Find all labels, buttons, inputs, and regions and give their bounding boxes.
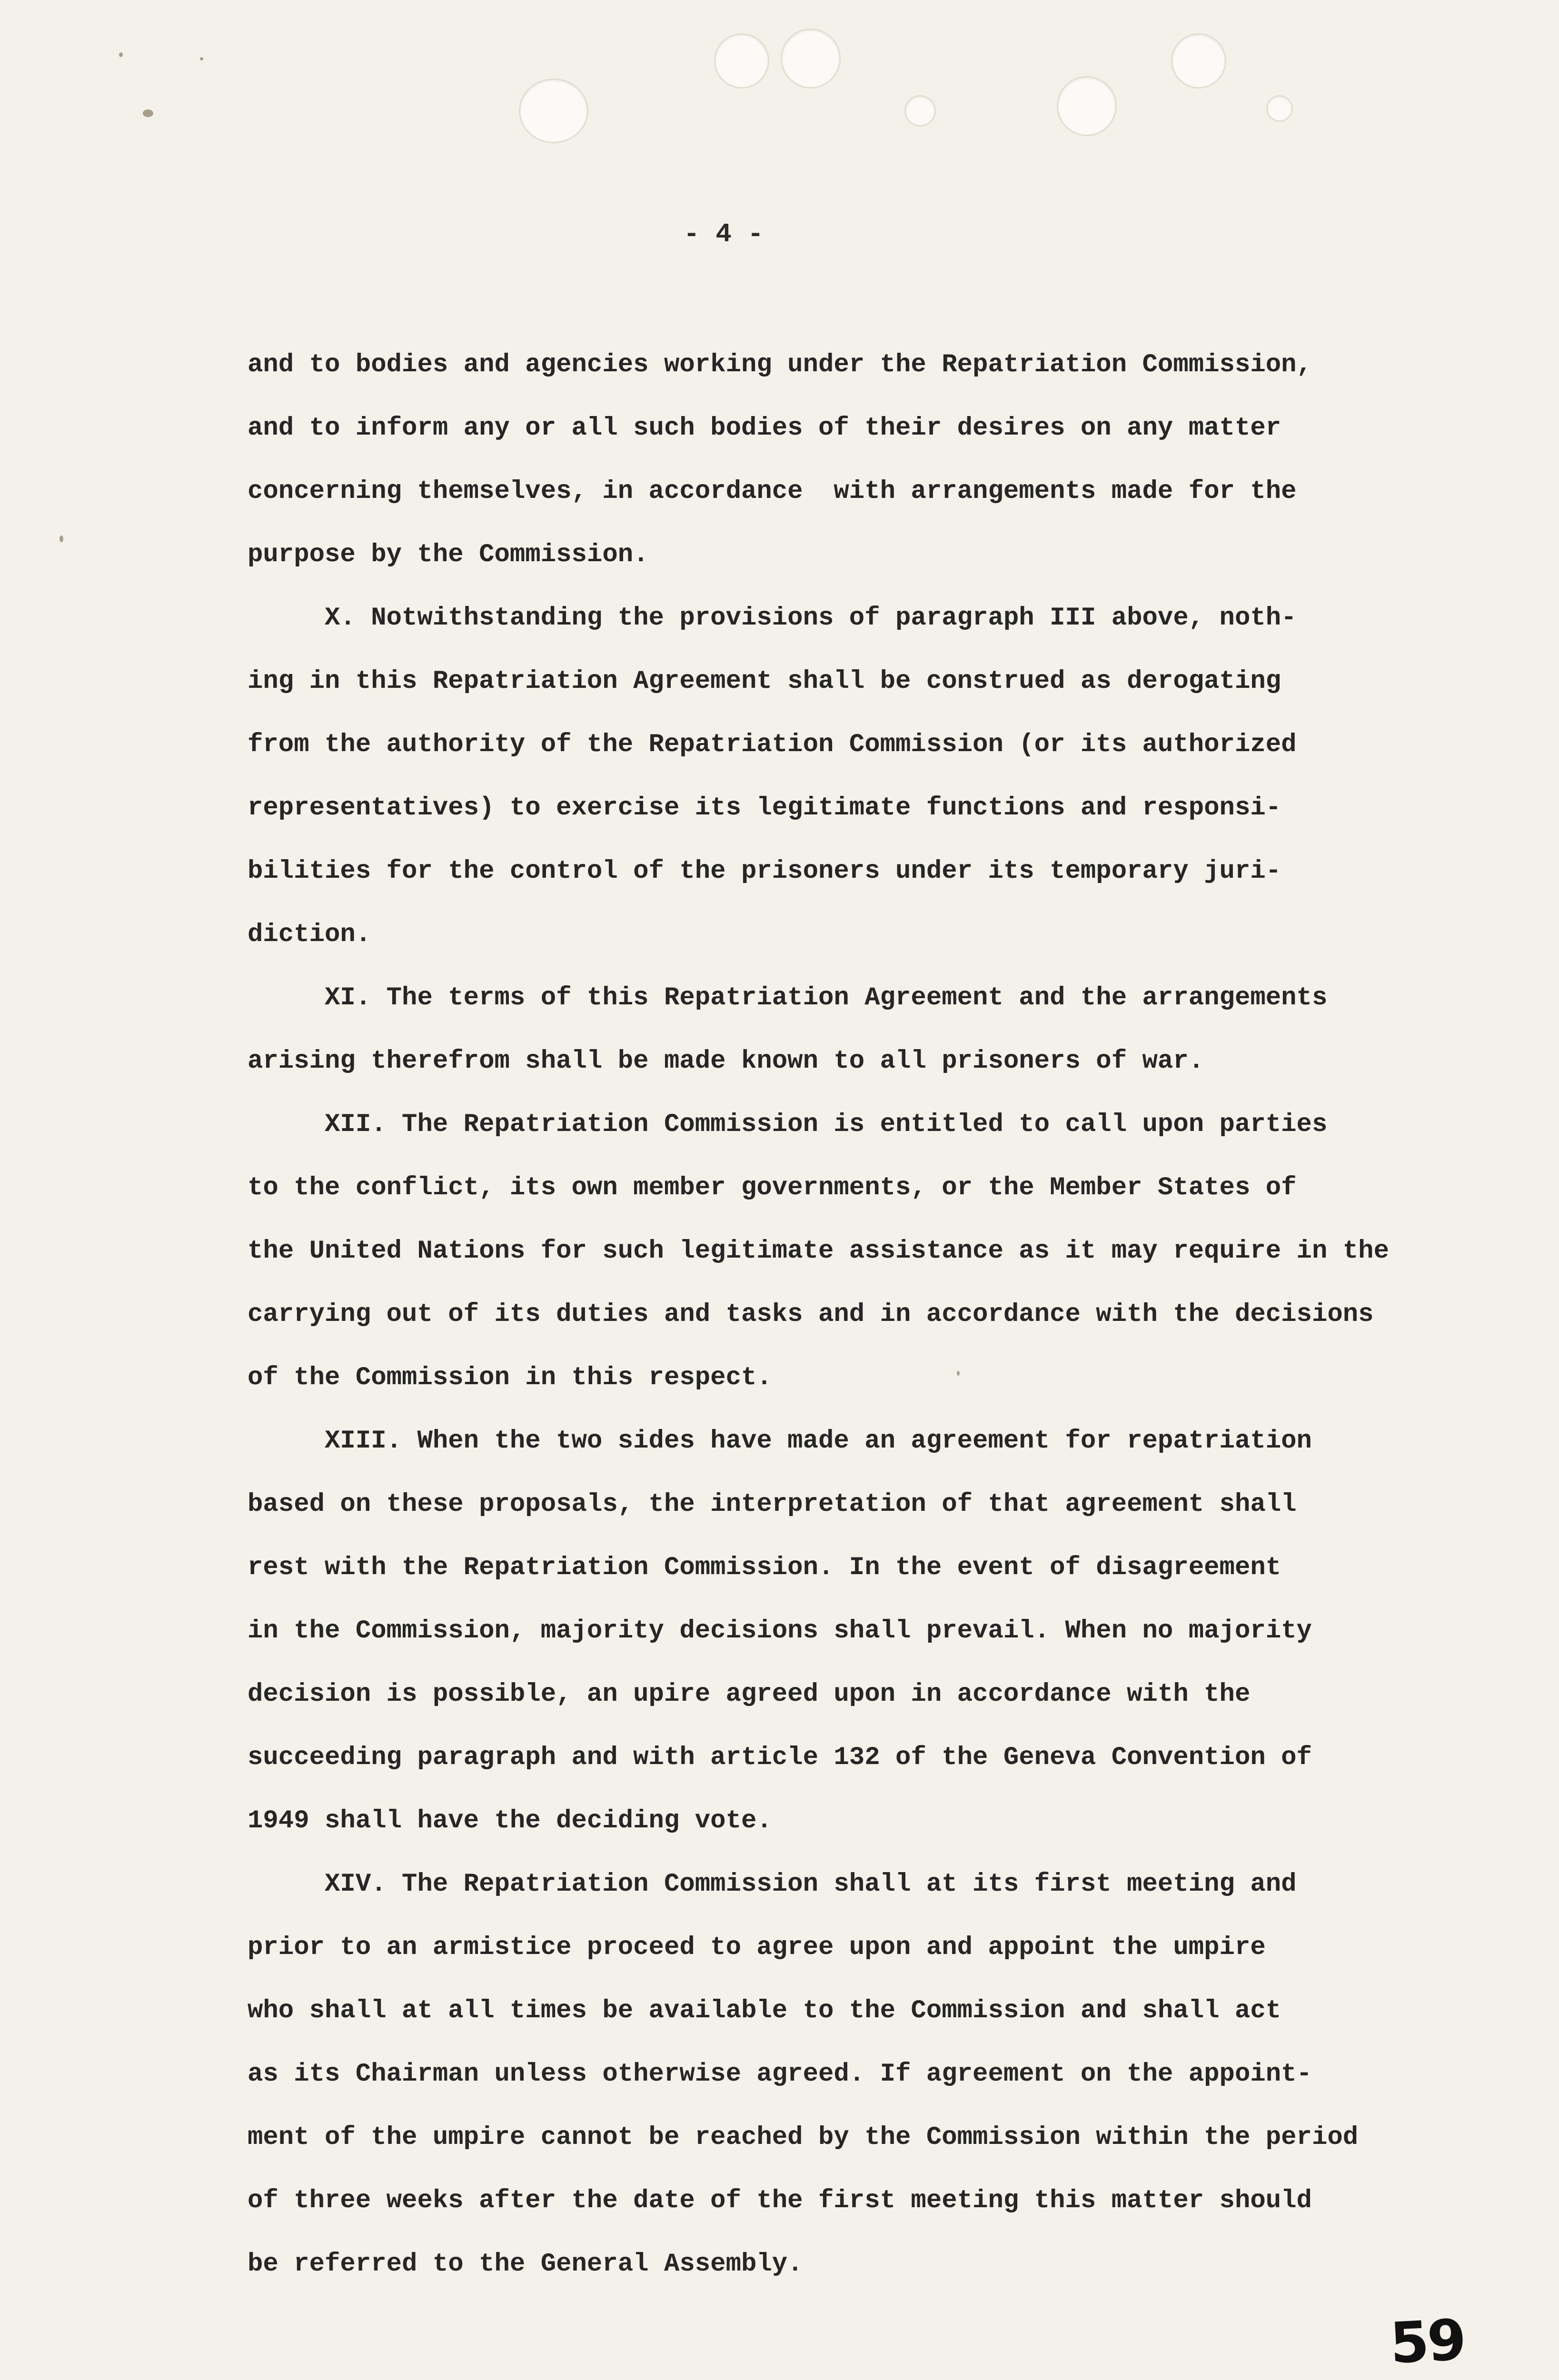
paragraph-xiii-line: XIII. When the two sides have made an agreement for repatriation bbox=[248, 1427, 1312, 1456]
text-line: purpose by the Commission. bbox=[248, 540, 649, 569]
scan-speck bbox=[143, 109, 153, 117]
handwritten-folio-number: 59 bbox=[1388, 2307, 1466, 2376]
text-line: of three weeks after the date of the first meeting this matter should bbox=[248, 2186, 1312, 2215]
text-line: bilities for the control of the prisoners under its temporary juri- bbox=[248, 857, 1281, 886]
punch-hole bbox=[1266, 95, 1293, 122]
text-line: prior to an armistice proceed to agree upon and appoint the umpire bbox=[248, 1933, 1266, 1962]
document-body bbox=[248, 333, 1428, 2296]
text-line: be referred to the General Assembly. bbox=[248, 2250, 803, 2279]
text-line: in the Commission, majority decisions shall prevail. When no majority bbox=[248, 1616, 1312, 1646]
text-line: decision is possible, an upire agreed upon in accordance with the bbox=[248, 1680, 1251, 1709]
text-line: from the authority of the Repatriation Commission (or its authorized bbox=[248, 730, 1297, 759]
page-number: - 4 - bbox=[683, 219, 764, 249]
text-line: and to bodies and agencies working under the Repatriation Commission, bbox=[248, 350, 1312, 379]
paragraph-xi-line: XI. The terms of this Repatriation Agreement and the arrangements bbox=[248, 983, 1328, 1012]
punch-hole bbox=[781, 29, 841, 89]
paragraph-xii-line: XII. The Repatriation Commission is entitled to call upon parties bbox=[248, 1110, 1328, 1139]
punch-hole bbox=[714, 33, 769, 89]
text-line: representatives) to exercise its legitimate functions and responsi- bbox=[248, 793, 1281, 823]
text-line: rest with the Repatriation Commission. In the event of disagreement bbox=[248, 1553, 1281, 1582]
text-line: arising therefrom shall be made known to all prisoners of war. bbox=[248, 1047, 1204, 1076]
text-line: as its Chairman unless otherwise agreed. If agreement on the appoint- bbox=[248, 2060, 1312, 2089]
punch-hole bbox=[1057, 76, 1117, 136]
text-line: succeeding paragraph and with article 132 of the Geneva Convention of bbox=[248, 1743, 1312, 1772]
text-line: ing in this Repatriation Agreement shall be construed as derogating bbox=[248, 667, 1281, 696]
text-line: carrying out of its duties and tasks and in accordance with the decisions bbox=[248, 1300, 1374, 1329]
text-line: diction. bbox=[248, 920, 371, 949]
text-line: and to inform any or all such bodies of their desires on any matter bbox=[248, 414, 1281, 443]
text-line: of the Commission in this respect. bbox=[248, 1363, 772, 1392]
scan-speck bbox=[60, 536, 63, 542]
text-line: 1949 shall have the deciding vote. bbox=[248, 1806, 772, 1835]
punch-hole bbox=[904, 95, 936, 127]
text-line: concerning themselves, in accordance with arrangements made for the bbox=[248, 477, 1297, 506]
paragraph-xiv-line: XIV. The Repatriation Commission shall at its first meeting and bbox=[248, 1870, 1297, 1899]
scan-speck bbox=[119, 52, 123, 57]
text-line: the United Nations for such legitimate assistance as it may require in the bbox=[248, 1237, 1389, 1266]
punch-hole bbox=[519, 79, 588, 143]
text-line: ment of the umpire cannot be reached by the Commission within the period bbox=[248, 2123, 1359, 2152]
paragraph-x-line: X. Notwithstanding the provisions of paragraph III above, noth- bbox=[248, 604, 1297, 633]
punch-hole bbox=[1171, 33, 1226, 89]
scan-speck bbox=[200, 57, 203, 60]
text-line: to the conflict, its own member governments, or the Member States of bbox=[248, 1173, 1297, 1202]
text-line: based on these proposals, the interpretation of that agreement shall bbox=[248, 1490, 1297, 1519]
text-line: who shall at all times be available to the Commission and shall act bbox=[248, 1996, 1281, 2025]
